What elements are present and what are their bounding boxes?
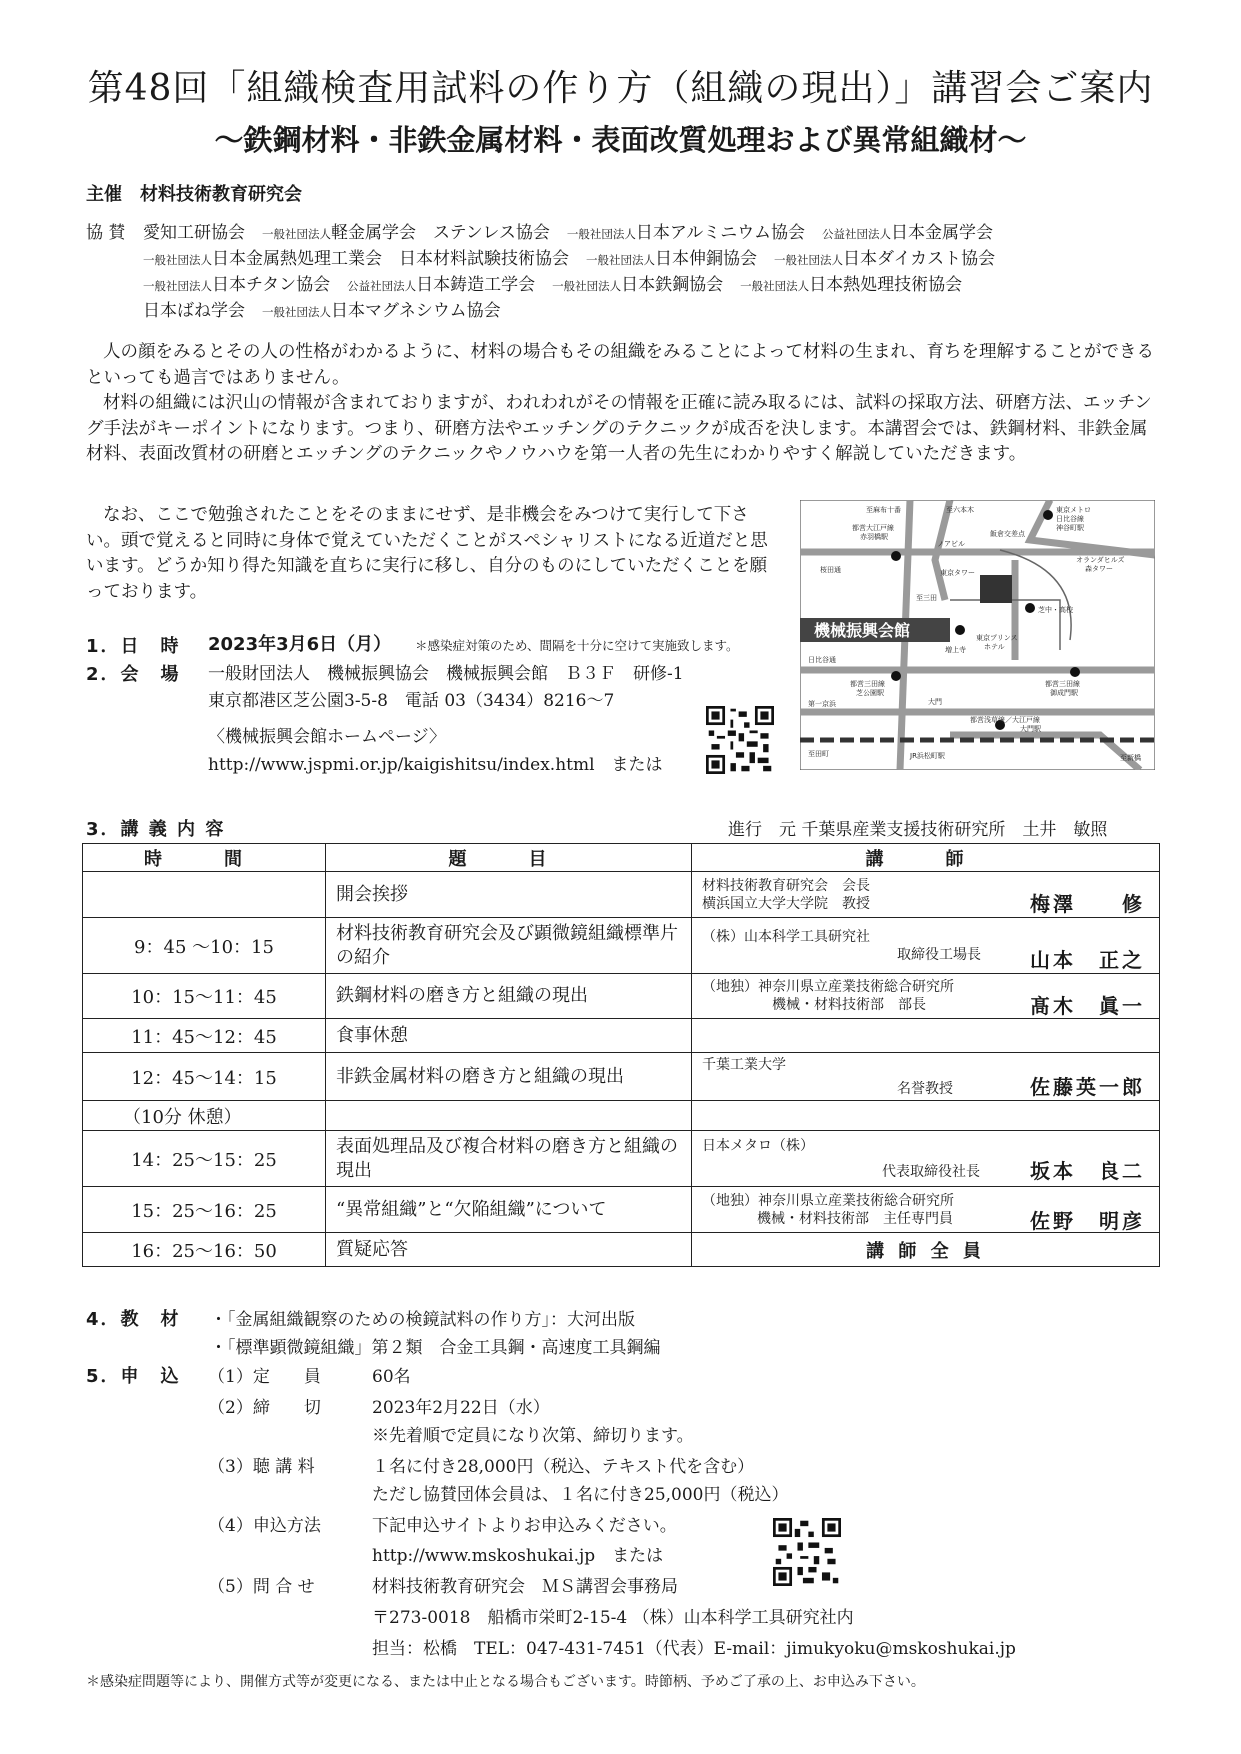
date-label: 1．日 時 (86, 636, 181, 657)
venue-line-2: 東京都港区芝公園3-5-8 電話 03（3434）8216〜7 (208, 691, 615, 711)
table-row: 14：25〜15：25 表面処理品及び複合材料の磨き方と組織の現出 日本メタロ（株） 代表取締役社長 坂本 良二 (83, 1131, 1160, 1187)
map-label: 日比谷通 (808, 656, 836, 664)
support-line-3: 一般社団法人日本チタン協会 公益社団法人日本鋳造工学会 一般社団法人日本鉄鋼協会 一般社団法人日本熱処理技術協会 (143, 275, 963, 295)
apply-label: 5．申 込 (86, 1366, 181, 1387)
page-title: 第48回「組織検査用試料の作り方（組織の現出）」講習会ご案内 (87, 68, 1154, 109)
deadline-note: ※先着順で定員になり次第、締切ります。 (372, 1426, 694, 1446)
map-label: 桜田通 (820, 566, 841, 574)
map-label: 都営大江戸線 (852, 524, 894, 532)
map-label: 至田町 (808, 750, 829, 758)
table-header-row (83, 844, 1160, 872)
moderator: 進行 元 千葉県産業支援技術研究所 土井 敏照 (728, 820, 1108, 840)
map-label: 日比谷線 (1056, 515, 1084, 523)
map-label: 都営三田線 (850, 680, 885, 688)
apply-qr-code[interactable] (773, 1518, 841, 1586)
map-label: 御成門駅 (1050, 689, 1078, 697)
map-label: 芝公園駅 (856, 689, 884, 697)
intro-paragraph-1: 人の顔をみるとその人の性格がわかるように、材料の場合もその組織をみることによって材料の生まれ、育ちを理解することができるといっても過言ではありません。 (86, 342, 1155, 388)
map-label: 大門 (928, 698, 942, 706)
table-row: 15：25〜16：25 “異常組織”と“欠陥組織”について （地独）神奈川県立産業技術総合研究所 機械・材料技術部 主任専門員 佐野 明彦 (83, 1187, 1160, 1233)
map-label: 至新橋 (1120, 754, 1141, 762)
venue-label: 2．会 場 (86, 664, 181, 685)
map-label: 東京メトロ (1056, 506, 1091, 514)
contact-line-3: 担当：松橋 TEL：047-431-7451（代表）E-mail：jimukyoku@mskoshukai.jp (372, 1639, 1016, 1659)
header-time: 時 間 (83, 844, 326, 872)
table-row: 10：15〜11：45 鉄鋼材料の磨き方と組織の現出 （地独）神奈川県立産業技術総合研究所 機械・材料技術部 部長 髙木 眞一 (83, 974, 1160, 1019)
lectures-label: 3．講 義 内 容 (86, 819, 226, 840)
apply-url[interactable]: http://www.mskoshukai.jp または (372, 1546, 664, 1566)
support-label: 協 賛 (86, 223, 126, 243)
venue-url[interactable]: http://www.jspmi.or.jp/kaigishitsu/index.html または (208, 755, 663, 775)
table-row: 12：45〜14：15 非鉄金属材料の磨き方と組織の現出 千葉工業大学 名誉教授 佐藤英一郎 (83, 1053, 1160, 1101)
map-label: 大門駅 (1020, 725, 1041, 733)
contact-line-1: 材料技術教育研究会 ＭＳ講習会事務局 (372, 1577, 678, 1597)
fee-member: ただし協賛団体会員は、１名に付き25,000円（税込） (372, 1485, 789, 1505)
support-line-2: 一般社団法人日本金属熱処理工業会 日本材料試験技術協会 一般社団法人日本伸銅協会 一般社団法人日本ダイカスト協会 (143, 249, 996, 269)
venue-homepage-label: 〈機械振興会館ホームページ〉 (208, 727, 446, 747)
table-row: 16：25〜16：50 質疑応答 講 師 全 員 (83, 1233, 1160, 1267)
header-lecturer: 講 師 (692, 844, 1160, 872)
method-value: 下記申込サイトよりお申込みください。 (372, 1516, 677, 1536)
map-label: 至麻布十番 (866, 506, 901, 514)
support-line-4: 日本ばね学会 一般社団法人日本マグネシウム協会 (143, 301, 501, 321)
contact-line-2: 〒273-0018 船橋市栄町2-15-4 （株）山本科学工具研究社内 (372, 1608, 854, 1628)
capacity-value: 60名 (372, 1367, 411, 1387)
intro-paragraph-3: なお、ここで勉強されたことをそのままにせず、是非機会をみつけて実行して下さい。頭で覚えると同時に身体で覚えていただくことがスペシャリストになる近道だと思います。どうか知り得た知識を直ちに実行に移し、自分のものにしていただくことを願っております。 (86, 505, 768, 602)
table-row: 開会挨拶 材料技術教育研究会 会長 横浜国立大学大学院 教授 梅澤 修 (83, 872, 1160, 918)
venue-map (800, 500, 1155, 770)
map-label: 東京プリンス (976, 634, 1018, 642)
material-item-2: ・「標準顕微鏡組織」第２類 合金工具鋼・高速度工具鋼編 (210, 1338, 661, 1358)
date-note: ＊感染症対策のため、間隔を十分に空けて実施致します。 (415, 638, 739, 653)
capacity-label: （1）定 員 (208, 1367, 321, 1387)
map-label: 至三田 (916, 594, 937, 602)
map-venue-label: 機械振興会館 (814, 621, 911, 640)
map-label: 第一京浜 (808, 700, 836, 708)
material-item-1: ・「金属組織観察のための検鏡試料の作り方」：大河出版 (210, 1310, 635, 1330)
footer-note: ＊感染症問題等により、開催方式等が変更になる、または中止となる場合もございます。時節柄、予めご了承の上、お申込み下さい。 (86, 1674, 925, 1690)
intro-paragraph-2: 材料の組織には沢山の情報が含まれておりますが、われわれがその情報を正確に読み取るには、試料の採取方法、研磨方法、エッチング手法がキーポイントになります。つまり、研磨方法やエッチングのテクニックが成否を決します。本講習会では、鉄鋼材料、非鉄金属材料、表面改質材の研磨とエッチングのテクニックやノウハウを第一人者の先生にわかりやすく解説していただきます。 (86, 393, 1152, 464)
map-label: JR浜松町駅 (910, 752, 945, 760)
table-row: 11：45〜12：45 食事休憩 (83, 1019, 1160, 1053)
map-label: 都営三田線 (1045, 680, 1080, 688)
map-label: 神谷町駅 (1056, 524, 1084, 532)
support-line-1: 愛知工研協会 一般社団法人軽金属学会 ステンレス協会 一般社団法人日本アルミニウム協会 公益社団法人日本金属学会 (143, 223, 994, 243)
host: 主催 材料技術教育研究会 (86, 184, 302, 205)
map-label: 飯倉交差点 (990, 530, 1025, 538)
deadline-label: （2）締 切 (208, 1398, 321, 1418)
venue-line-1: 一般財団法人 機械振興協会 機械振興会館 Ｂ３Ｆ 研修-1 (208, 664, 684, 684)
contact-label: （5）問 合 せ (208, 1577, 315, 1597)
map-label: 至六本木 (946, 506, 974, 514)
map-label: 森タワー (1085, 565, 1113, 573)
header-title: 題 目 (326, 844, 692, 872)
page-subtitle: 〜鉄鋼材料・非鉄金属材料・表面改質処理および異常組織材〜 (214, 123, 1027, 157)
deadline-value: 2023年2月22日（水） (372, 1398, 550, 1418)
map-label: 増上寺 (945, 646, 966, 654)
map-label: オランダヒルズ (1076, 556, 1125, 564)
map-label: 芝中・高校 (1038, 606, 1073, 614)
table-row: 9：45 〜10：15 材料技術教育研究会及び顕微鏡組織標準片の紹介 （株）山本科学工具研究社 取締役工場長 山本 正之 (83, 918, 1160, 974)
fee-value: １名に付き28,000円（税込、テキスト代を含む） (372, 1457, 755, 1477)
materials-label: 4．教 材 (86, 1309, 181, 1330)
map-label: ノアビル (937, 540, 965, 548)
schedule-table (82, 843, 1160, 1267)
map-label: 赤羽橋駅 (860, 533, 888, 541)
table-row: （10分 休憩） (83, 1101, 1160, 1131)
map-label: ホテル (984, 643, 1005, 651)
map-label: 都営浅草線／大江戸線 (970, 716, 1040, 724)
venue-qr-code[interactable] (706, 706, 774, 774)
date-value: 2023年3月6日（月） (208, 634, 392, 655)
fee-label: （3）聴 講 料 (208, 1457, 315, 1477)
map-label: 東京タワー (940, 569, 975, 577)
method-label: （4）申込方法 (208, 1516, 321, 1536)
